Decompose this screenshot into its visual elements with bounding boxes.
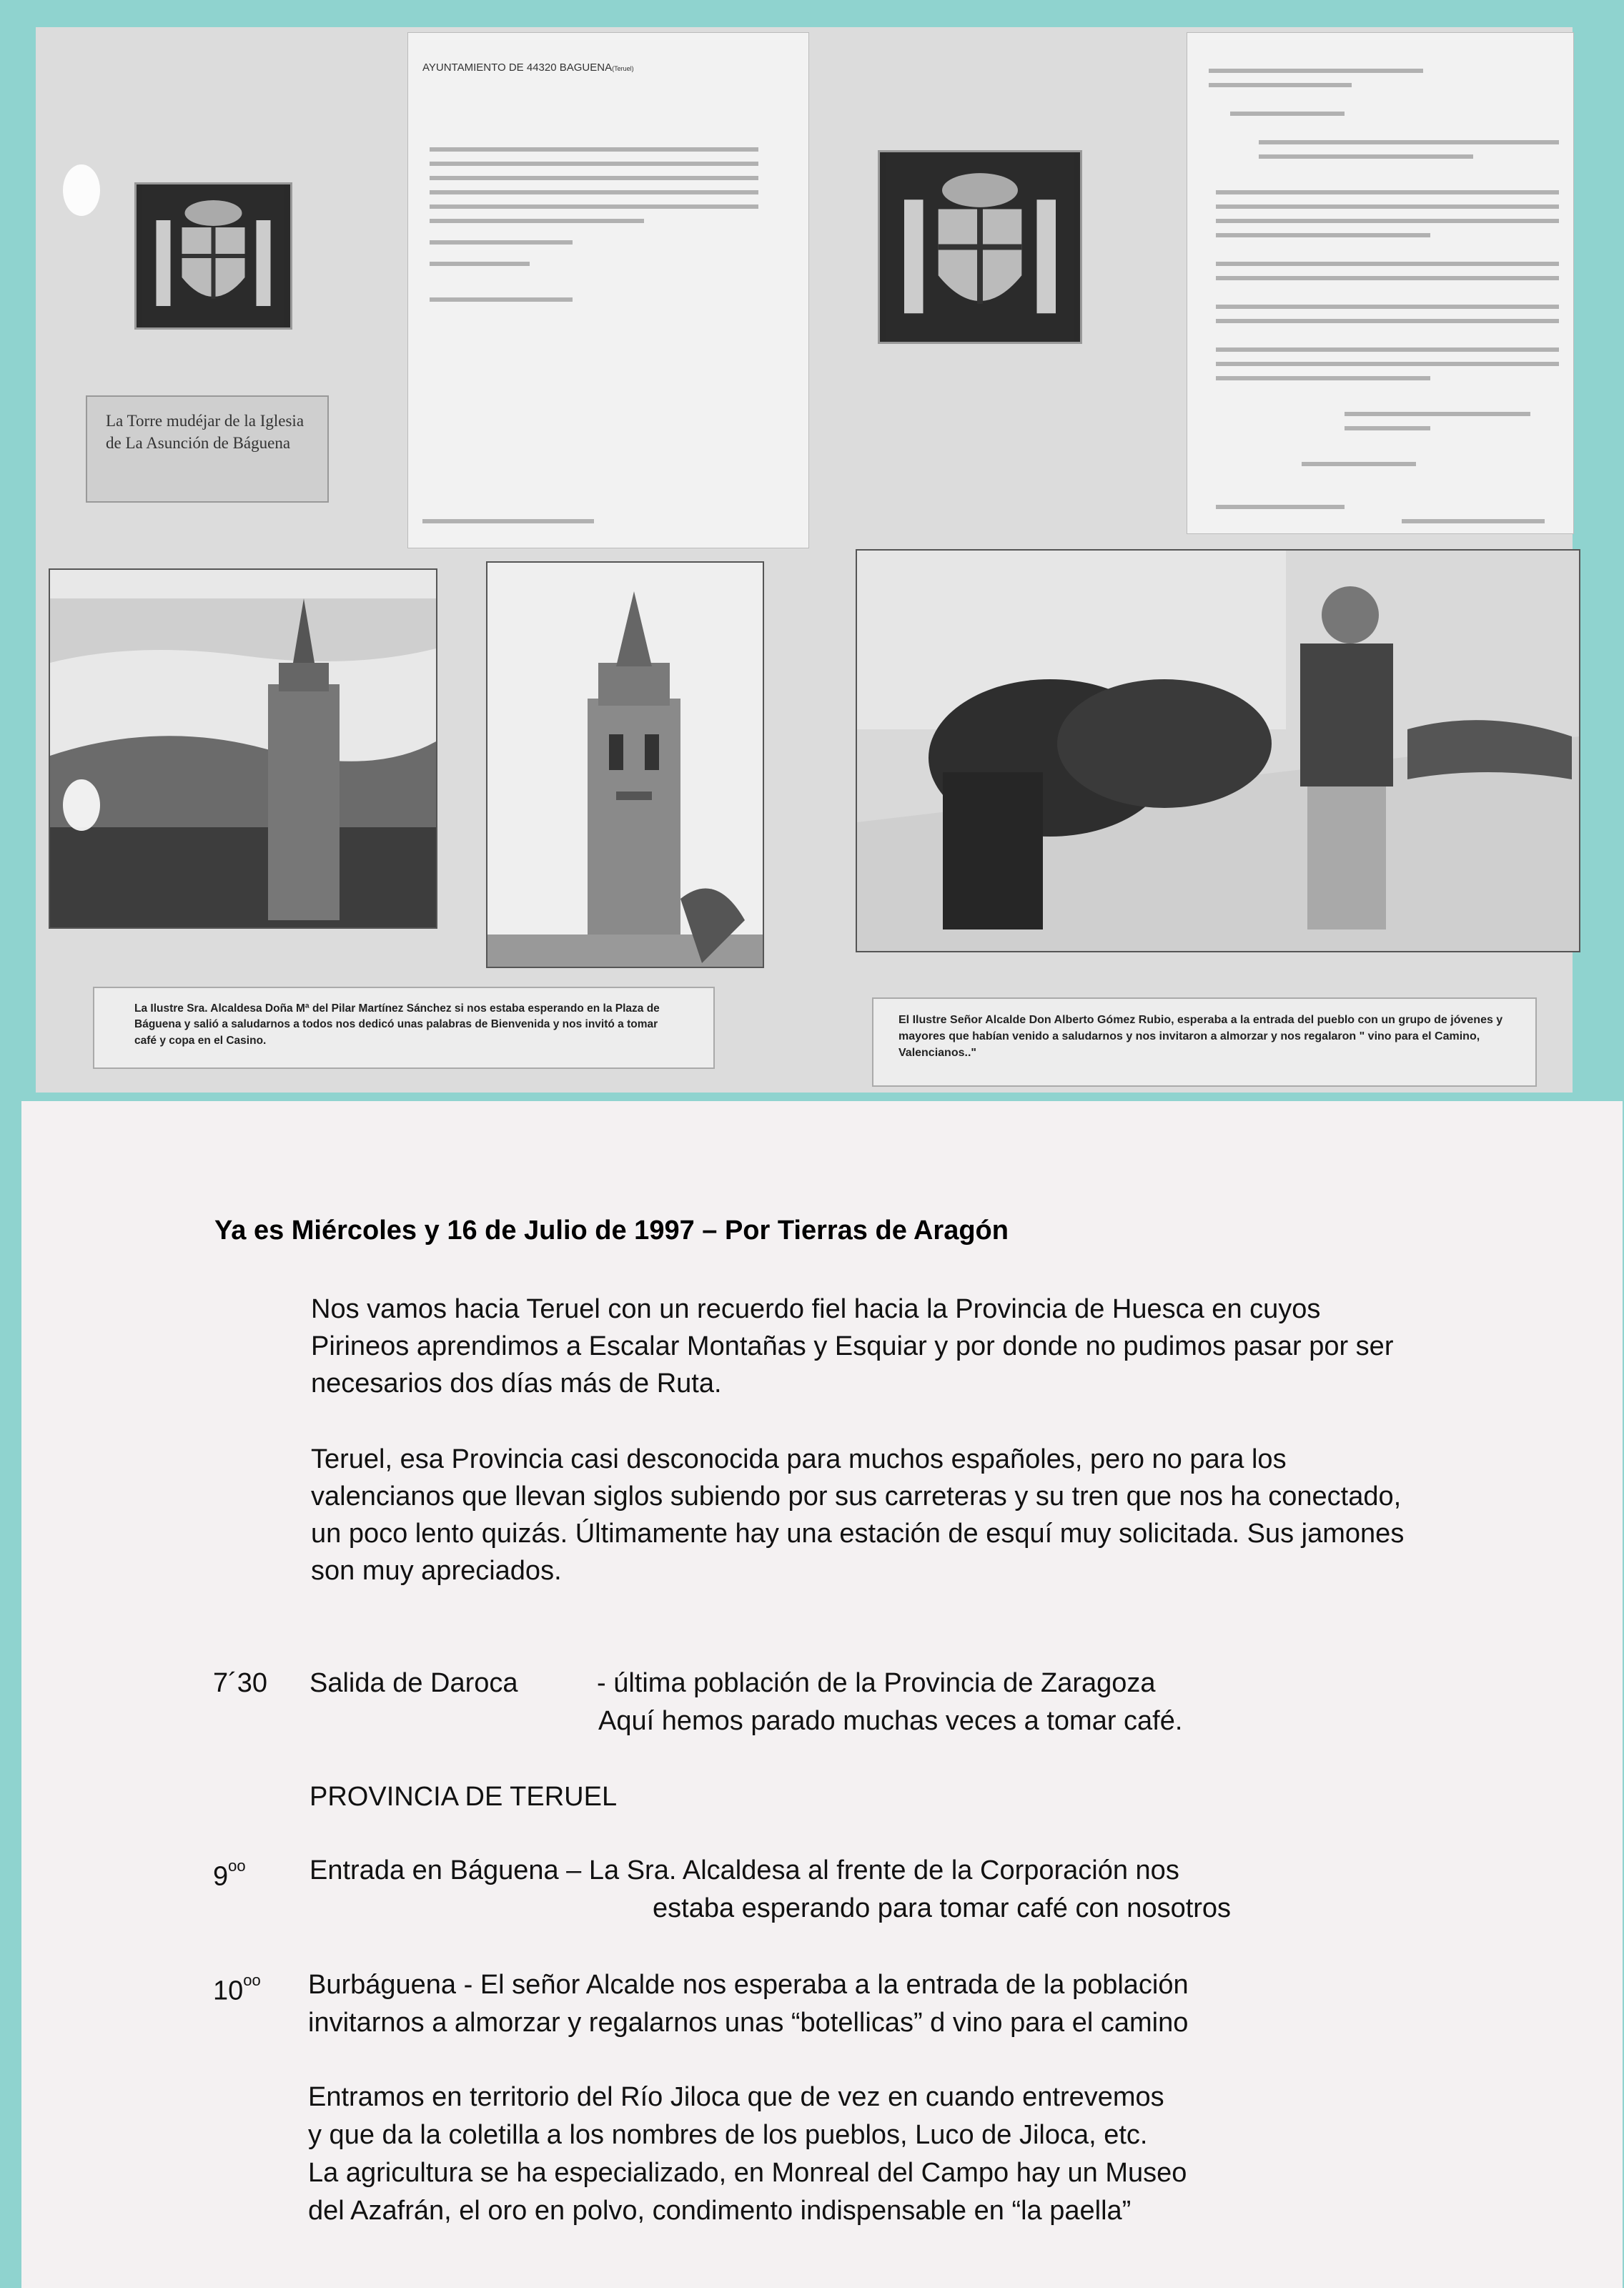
caption-baguena: La Ilustre Sra. Alcaldesa Doña Mª del Pilar Martínez Sánchez si nos estaba esperando en la Plaza de Báguena y salió a saludarnos a todos nos dedicó unas palabras de Bienvenida y nos invitó a tomar café y copa en el Casino. bbox=[93, 987, 715, 1069]
province-heading: PROVINCIA DE TERUEL bbox=[310, 1782, 618, 1812]
burbaguena-line2: invitarnos a almorzar y regalarnos unas “botellicas” d vino para el camino bbox=[308, 2008, 1189, 2038]
coat-of-arms-icon bbox=[880, 152, 1080, 342]
letter-burbaguena bbox=[1187, 32, 1574, 534]
jiloca-line4: del Azafrán, el oro en polvo, condimento indispensable en “la paella” bbox=[308, 2196, 1132, 2226]
baguena-line2: estaba esperando para tomar café con nosotros bbox=[653, 1893, 1232, 1923]
tower-photo-landscape bbox=[49, 568, 437, 929]
letter-header-suffix: (Teruel) bbox=[612, 65, 634, 72]
tower-photo-closeup bbox=[486, 561, 764, 968]
coat-of-arms-left bbox=[134, 182, 292, 330]
desc-daroca-1: - última población de la Provincia de Zaragoza bbox=[597, 1668, 1156, 1698]
place-daroca: Salida de Daroca bbox=[310, 1668, 518, 1698]
letter-baguena bbox=[407, 32, 809, 548]
letter-header: AYUNTAMIENTO DE 44320 BAGUENA bbox=[422, 61, 613, 74]
paragraph-teruel: Teruel, esa Provincia casi desconocida para muchos españoles, pero no para los valencianos que llevan siglos subiendo por sus carreteras y su tren que nos ha conectado, un poco lento quizás. Últimamente hay una estación de esquí muy solicitada. Sus jamones son muy apreciados. bbox=[311, 1444, 1405, 1586]
jiloca-line1: Entramos en territorio del Río Jiloca que de vez en cuando entrevemos bbox=[308, 2082, 1164, 2112]
jiloca-line2: y que da la coletilla a los nombres de los pueblos, Luco de Jiloca, etc. bbox=[308, 2120, 1148, 2150]
article-heading: Ya es Miércoles y 16 de Julio de 1997 – Por Tierras de Aragón bbox=[214, 1216, 1009, 1246]
coat-of-arms-icon bbox=[137, 184, 290, 327]
time-burbaguena bbox=[213, 1966, 261, 2010]
punch-hole bbox=[63, 164, 100, 216]
time-daroca: 7´30 bbox=[213, 1668, 268, 1698]
time-baguena-min: oo bbox=[228, 1857, 246, 1875]
caption-burbaguena: El Ilustre Señor Alcalde Don Alberto Gómez Rubio, esperaba a la entrada del pueblo con un grupo de jóvenes y mayores que habían venido a saludarnos y nos invitaron a almorzar y nos regalaron " vino para el Camino, Valencianos.." bbox=[872, 997, 1537, 1087]
horse-cart-photo bbox=[856, 549, 1580, 952]
time-baguena-hour: 9 bbox=[213, 1861, 229, 1892]
baguena-line1: Entrada en Báguena – La Sra. Alcaldesa al frente de la Corporación nos bbox=[310, 1855, 1179, 1885]
tower-label: La Torre mudéjar de la Iglesia de La Asunción de Báguena bbox=[86, 395, 329, 503]
time-burbaguena-hour: 10 bbox=[213, 1976, 244, 2006]
time-burbaguena-min: oo bbox=[243, 1971, 261, 1989]
punch-hole bbox=[63, 779, 100, 831]
time-baguena bbox=[213, 1852, 246, 1895]
paragraph-huesca: Nos vamos hacia Teruel con un recuerdo fiel hacia la Provincia de Huesca en cuyos Pirineos aprendimos a Escalar Montañas y Esquiar y por donde no pudimos pasar por ser necesarios dos días más de Ruta. bbox=[311, 1294, 1394, 1399]
jiloca-line3: La agricultura se ha especializado, en Monreal del Campo hay un Museo bbox=[308, 2158, 1187, 2188]
desc-daroca-2: Aquí hemos parado muchas veces a tomar café. bbox=[598, 1706, 1183, 1736]
coat-of-arms-right bbox=[878, 150, 1082, 344]
burbaguena-line1: Burbáguena - El señor Alcalde nos esperaba a la entrada de la población bbox=[308, 1970, 1189, 2000]
